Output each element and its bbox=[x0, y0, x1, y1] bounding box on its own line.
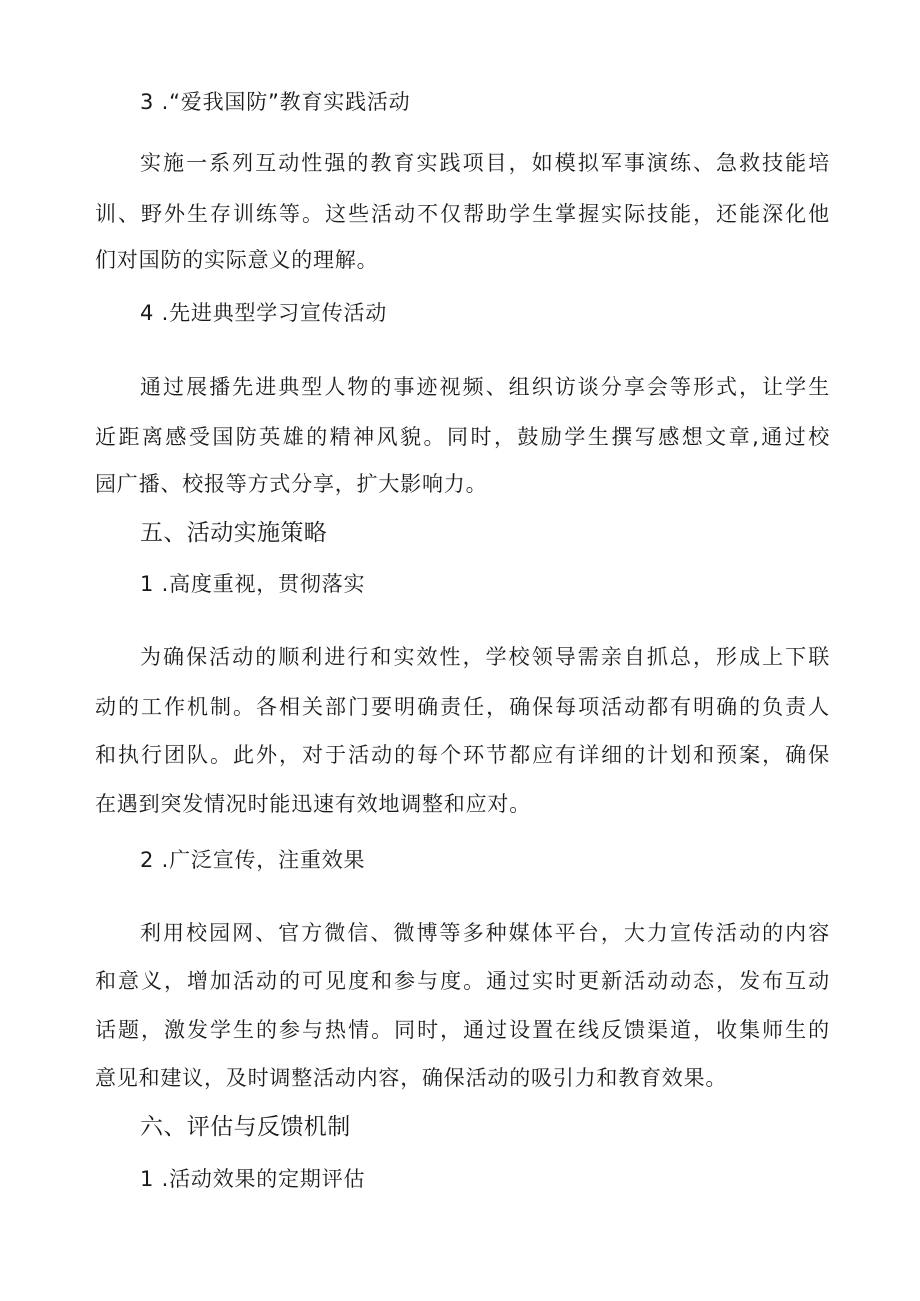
paragraph-line: 近距离感受国防英雄的精神风貌。同时，鼓励学生撰写感想文章,通过校 bbox=[95, 425, 830, 449]
section-heading-5: 五、活动实施策略 bbox=[140, 520, 328, 546]
paragraph-line: 们对国防的实际意义的理解。 bbox=[95, 248, 379, 272]
paragraph-line: 动的工作机制。各相关部门要明确责任，确保每项活动都有明确的负责人 bbox=[95, 695, 830, 719]
paragraph-line: 利用校园网、官方微信、微博等多种媒体平台，大力宣传活动的内容 bbox=[140, 921, 830, 945]
subheading-1: 1 .活动效果的定期评估 bbox=[140, 1167, 366, 1191]
subheading-2: 2 .广泛宣传，注重效果 bbox=[140, 848, 366, 872]
subheading-3: 3 .“爱我国防”教育实践活动 bbox=[140, 90, 411, 114]
section-heading-6: 六、评估与反馈机制 bbox=[140, 1114, 351, 1140]
paragraph-line: 在遇到突发情况时能迅速有效地调整和应对。 bbox=[95, 792, 531, 816]
paragraph-line: 意见和建议，及时调整活动内容，确保活动的吸引力和教育效果。 bbox=[95, 1066, 728, 1090]
paragraph-line: 话题，激发学生的参与热情。同时，通过设置在线反馈渠道，收集师生的 bbox=[95, 1018, 830, 1042]
subheading-4: 4 .先进典型学习宣传活动 bbox=[140, 301, 388, 325]
subheading-1: 1 .高度重视，贯彻落实 bbox=[140, 572, 366, 596]
paragraph-line: 和执行团队。此外，对于活动的每个环节都应有详细的计划和预案，确保 bbox=[95, 743, 830, 767]
paragraph-line: 园广播、校报等方式分享，扩大影响力。 bbox=[95, 472, 488, 496]
paragraph-line: 通过展播先进典型人物的事迹视频、组织访谈分享会等形式，让学生 bbox=[140, 375, 830, 399]
paragraph-line: 训、野外生存训练等。这些活动不仅帮助学生掌握实际技能，还能深化他 bbox=[95, 202, 830, 226]
paragraph-line: 和意义，增加活动的可见度和参与度。通过实时更新活动动态，发布互动 bbox=[95, 969, 830, 993]
paragraph-line: 实施一系列互动性强的教育实践项目，如模拟军事演练、急救技能培 bbox=[140, 151, 830, 175]
paragraph-line: 为确保活动的顺利进行和实效性，学校领导需亲自抓总，形成上下联 bbox=[140, 645, 830, 669]
